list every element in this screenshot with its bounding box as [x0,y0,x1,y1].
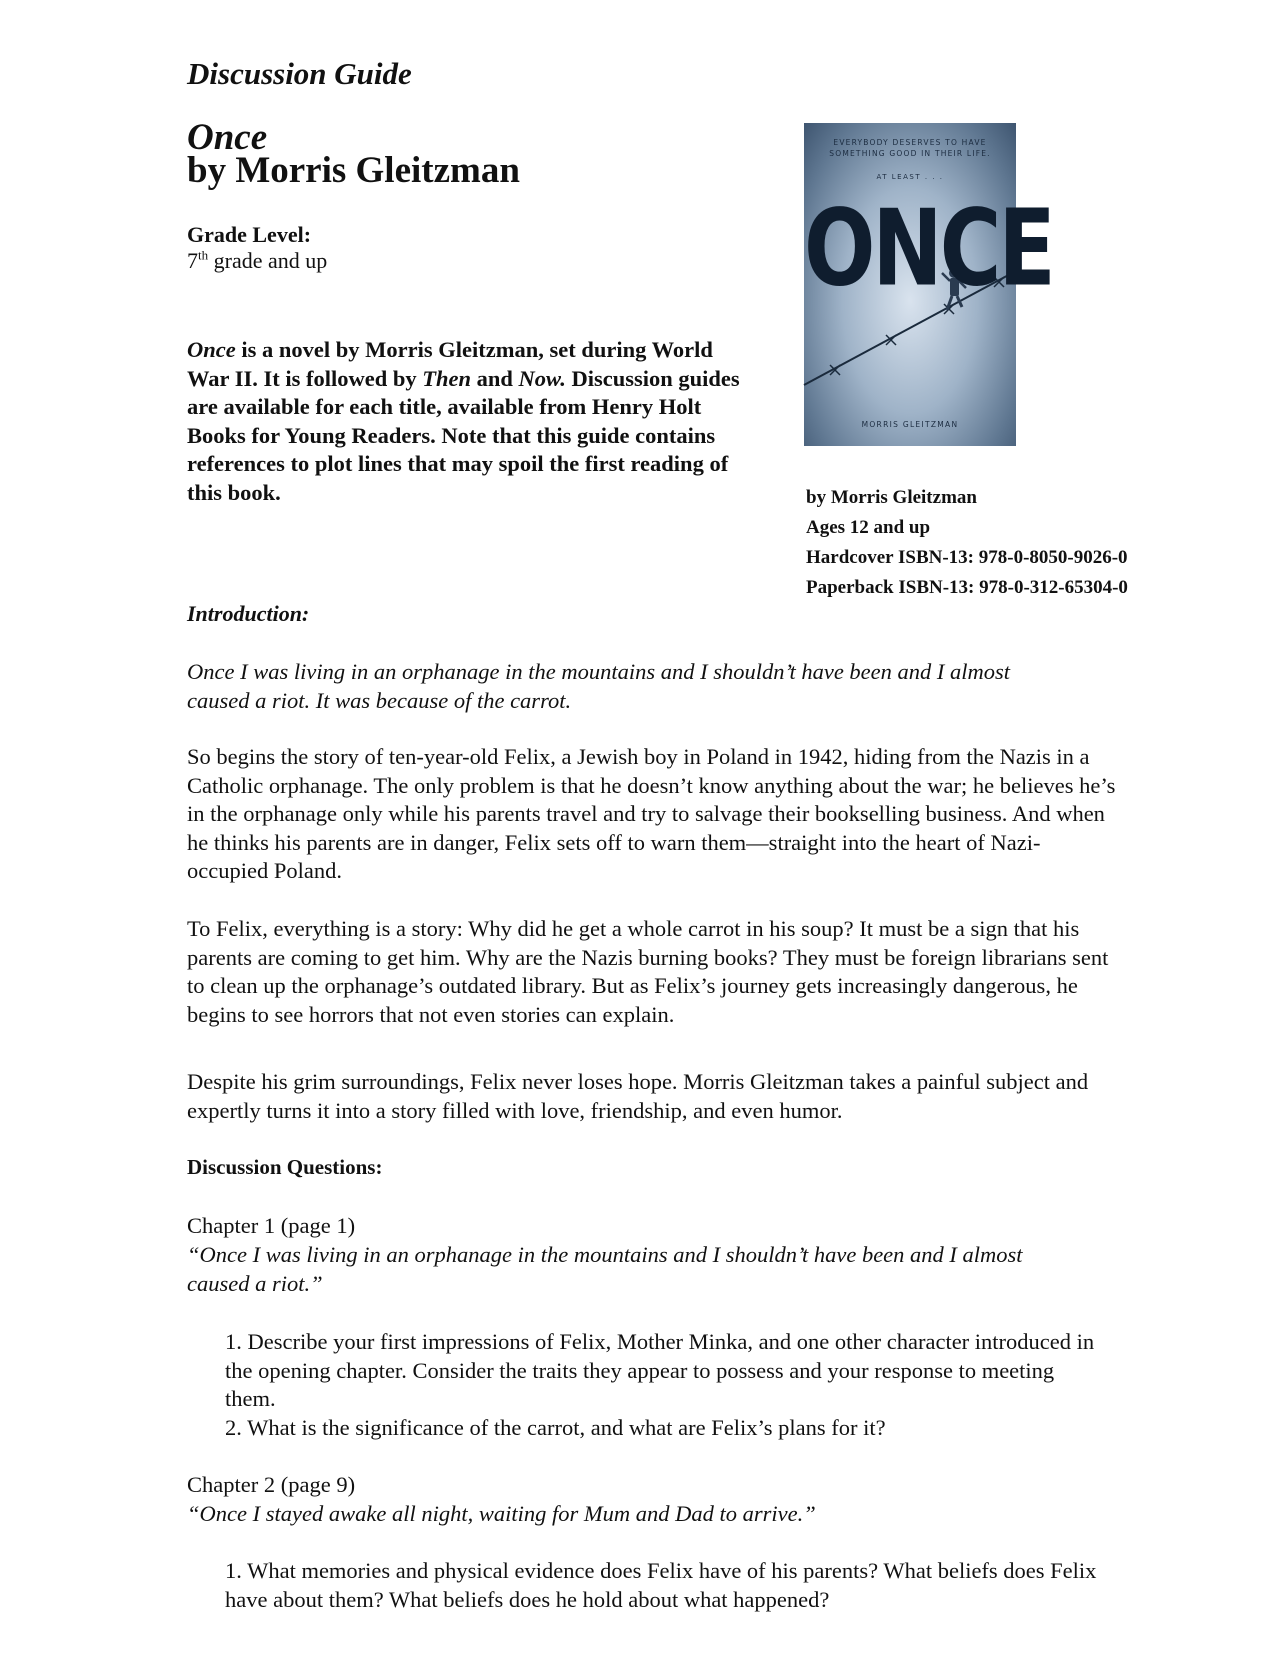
chapter-1-questions [225,1328,1105,1442]
introduction-paragraph-1: So begins the story of ten-year-old Felix, a Jewish boy in Poland in 1942, hiding from the Nazis in a Catholic orphanage. The only problem is that he doesn’t know anything about the war; he believes he’s in the orphanage only while his parents travel and try to salvage their bookselling business. And when he thinks his parents are in danger, Felix sets off to warn them—straight into the heart of Nazi-occupied Poland. [187,744,1116,883]
meta-ages: Ages 12 and up [806,517,931,538]
cover-tagline-end: AT LEAST . . . [876,173,944,181]
cover-tagline: EVERYBODY DESERVES TO HAVE SOMETHING GOOD IN THEIR LIFE. [829,138,991,158]
chapter-2-title: Chapter 2 (page 9) [187,1472,356,1497]
meta-paperback-isbn: Paperback ISBN-13: 978-0-312-65304-0 [806,577,1128,598]
meta-author: by Morris Gleitzman [806,487,977,508]
grade-level-value: 7th grade and up [187,247,328,273]
book-summary: Once is a novel by Morris Gleitzman, set during World War II. It is followed by Then and Now. Discussion guides are available for each title, available from Henry Holt Books for Young Readers. Note that this guide contains references to plot lines that may spoil the first reading of this book. [187,337,740,505]
guide-title: Discussion Guide [187,56,412,91]
introduction-paragraph-2: To Felix, everything is a story: Why did he get a whole carrot in his soup? It must be a sign that his parents are coming to get him. Why are the Nazis burning books? They must be foreign librarians sent to clean up the orphanage’s outdated library. But as Felix’s journey gets increasingly dangerous, he begins to see horrors that not even stories can explain. [187,916,1109,1027]
meta-hardcover-isbn: Hardcover ISBN-13: 978-0-8050-9026-0 [806,547,1128,568]
question-item: 2. What is the significance of the carrot, and what are Felix’s plans for it? [225,1414,886,1440]
chapter-2-quote: “Once I stayed awake all night, waiting for Mum and Dad to arrive.” [187,1501,816,1526]
question-item: 1. What memories and physical evidence does Felix have of his parents? What beliefs does Felix have about them? What beliefs does he hold about what happened? [225,1558,1097,1612]
chapter-2-questions [225,1557,1105,1614]
book-title: Once [187,117,268,158]
book-title-block [187,117,520,191]
book-cover-image [804,123,1053,446]
discussion-heading: Discussion Questions: [187,1155,383,1179]
grade-level-label: Grade Level: [187,222,312,247]
book-byline: by Morris Gleitzman [187,150,520,191]
chapter-1-title: Chapter 1 (page 1) [187,1213,356,1238]
cover-author: MORRIS GLEITZMAN [861,420,959,429]
grade-level [187,222,327,274]
book-metadata [806,483,1128,603]
cover-title: ONCE [804,187,1053,310]
introduction-paragraph-3: Despite his grim surroundings, Felix never loses hope. Morris Gleitzman takes a painful subject and expertly turns it into a story filled with love, friendship, and even humor. [187,1069,1089,1123]
chapter-1-quote: “Once I was living in an orphanage in the mountains and I shouldn’t have been and I almost caused a riot.” [187,1242,1023,1296]
introduction-heading: Introduction: [187,601,310,626]
question-item: 1. Describe your first impressions of Felix, Mother Minka, and one other character introduced in the opening chapter. Consider the traits they appear to possess and your response to meeting them. [225,1329,1095,1411]
introduction-quote: Once I was living in an orphanage in the mountains and I shouldn’t have been and I almost caused a riot. It was because of the carrot. [187,659,1011,713]
